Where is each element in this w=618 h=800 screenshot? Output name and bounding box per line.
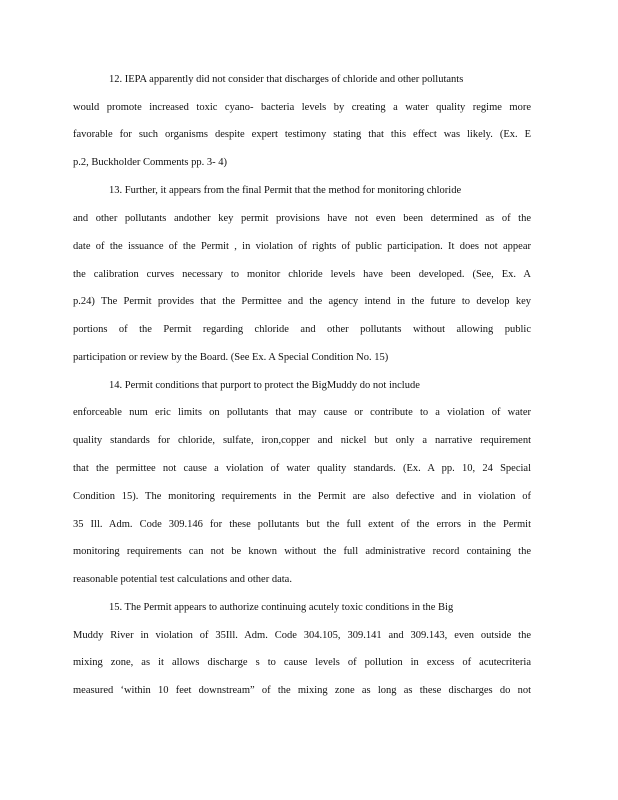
paragraph-14-line-8: reasonable potential test calculations and other data. bbox=[73, 574, 292, 585]
paragraph-14-line-2: enforceable num eric limits on pollutants that may cause or contribute to a violation of water bbox=[73, 407, 531, 418]
paragraph-13-line-4: the calibration curves necessary to monitor chloride levels have been developed. (See, Ex. A bbox=[73, 269, 531, 280]
paragraph-12-line-2: would promote increased toxic cyano- bacteria levels by creating a water quality regime more bbox=[73, 102, 531, 113]
paragraph-14-line-7: monitoring requirements can not be known without the full administrative record containing the bbox=[73, 546, 531, 557]
paragraph-14-line-6: 35 Ill. Adm. Code 309.146 for these pollutants but the full extent of the errors in the Permit bbox=[73, 519, 531, 530]
paragraph-14-line-5: Condition 15). The monitoring requirements in the Permit are also defective and in violation of bbox=[73, 491, 531, 502]
paragraph-15-line-3: mixing zone, as it allows discharge s to cause levels of pollution in excess of acutecriteria bbox=[73, 657, 531, 668]
paragraph-14-line-4: that the permittee not cause a violation of water quality standards. (Ex. A pp. 10, 24 Special bbox=[73, 463, 531, 474]
paragraph-13-line-6: portions of the Permit regarding chloride and other pollutants without allowing public bbox=[73, 324, 531, 335]
paragraph-13-line-5: p.24) The Permit provides that the Permittee and the agency intend in the future to develop key bbox=[73, 296, 531, 307]
paragraph-14-line-1: 14. Permit conditions that purport to protect the BigMuddy do not include bbox=[109, 380, 420, 391]
paragraph-12-line-3: favorable for such organisms despite expert testimony stating that this effect was likely. (Ex. E bbox=[73, 129, 531, 140]
paragraph-13-line-7: participation or review by the Board. (See Ex. A Special Condition No. 15) bbox=[73, 352, 389, 363]
paragraph-14-line-3: quality standards for chloride, sulfate, iron,copper and nickel but only a narrative requirement bbox=[73, 435, 531, 446]
paragraph-13-line-1: 13. Further, it appears from the final Permit that the method for monitoring chloride bbox=[109, 185, 462, 196]
paragraph-15-line-1: 15. The Permit appears to authorize continuing acutely toxic conditions in the Big bbox=[109, 602, 454, 613]
paragraph-13-line-2: and other pollutants andother key permit provisions have not even been determined as of the bbox=[73, 213, 531, 224]
paragraph-15-line-4: measured ‘within 10 feet downstream” of the mixing zone as long as these discharges do not bbox=[73, 685, 531, 696]
paragraph-12-line-1: 12. IEPA apparently did not consider that discharges of chloride and other pollutants bbox=[109, 74, 464, 85]
paragraph-12-line-4: p.2, Buckholder Comments pp. 3- 4) bbox=[73, 157, 227, 168]
paragraph-13-line-3: date of the issuance of the Permit , in violation of rights of public participation. It does not appear bbox=[73, 241, 531, 252]
paragraph-15-line-2: Muddy River in violation of 35Ill. Adm. Code 304.105, 309.141 and 309.143, even outside the bbox=[73, 630, 531, 641]
